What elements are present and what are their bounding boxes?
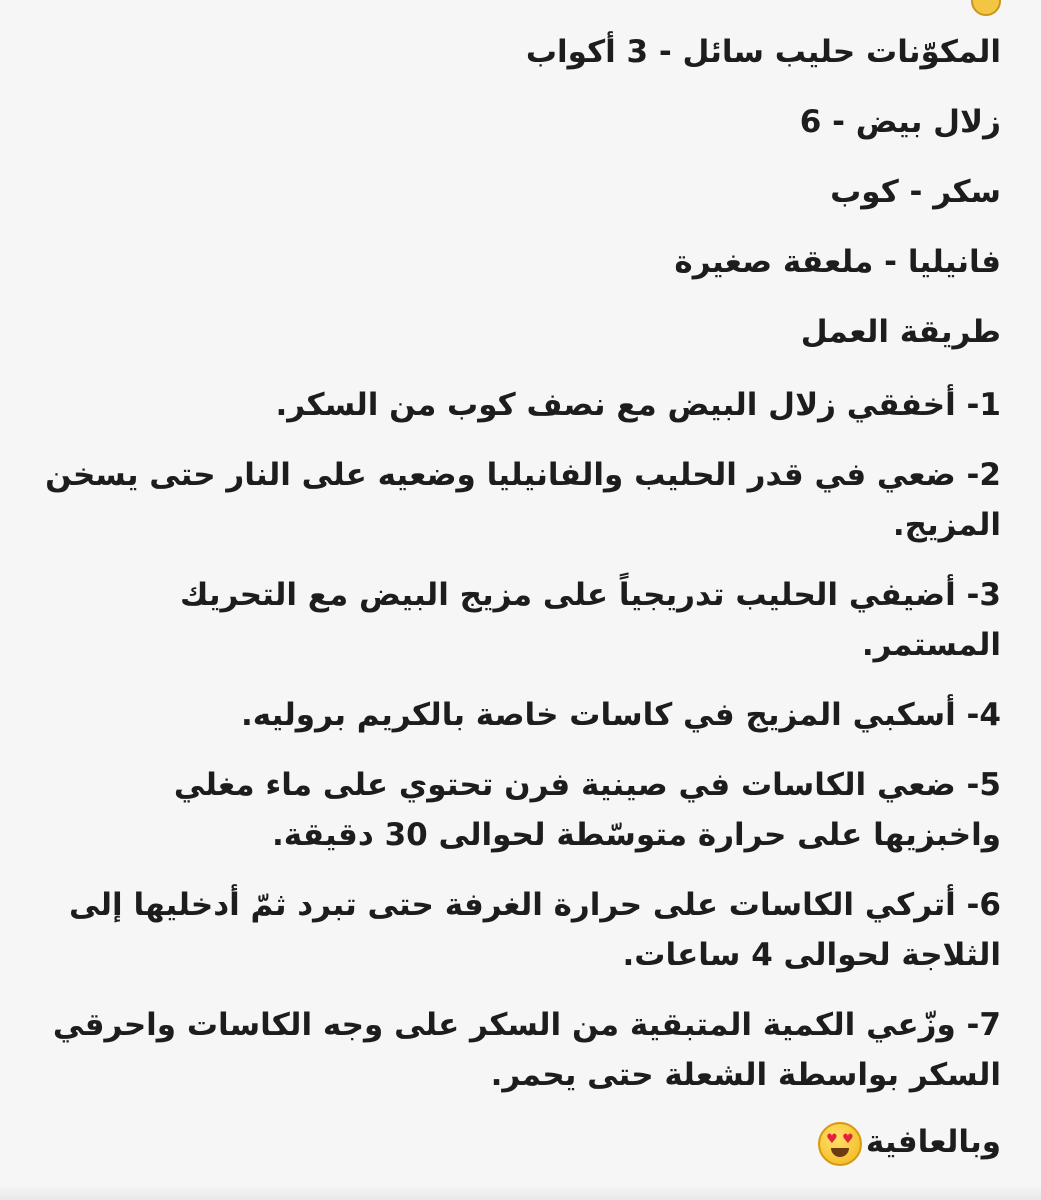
ingredient-vanilla: فانيليا - ملعقة صغيرة (674, 244, 1001, 280)
cropped-header-line (963, 0, 1001, 18)
recipe-text (41, 30, 1001, 1166)
step-2: 2- ضعي في قدر الحليب والفانيليا وضعيه على النار حتى يسخن المزيج. (45, 457, 1001, 543)
step-7: 7- وزّعي الكمية المتبقية من السكر على وجه الكاسات واحرقي السكر بواسطة الشعلة حتى يحمر. (52, 1007, 1001, 1093)
ingredient-egg-whites: زلال بيض - 6 (799, 104, 1001, 140)
closing-text: وبالعافية (865, 1124, 1001, 1160)
heart-eyes-emoji-icon: ♥ ♥ (818, 1122, 862, 1166)
step-6: 6- أتركي الكاسات على حرارة الغرفة حتى تبرد ثمّ أدخليها إلى الثلاجة لحوالى 4 ساعات. (69, 887, 1001, 973)
closing-line (41, 1120, 1001, 1166)
step-5: 5- ضعي الكاسات في صينية فرن تحتوي على ماء مغلي واخبزيها على حرارة متوسّطة لحوالى 30 دقيقة. (173, 767, 1001, 853)
ingredients-line: المكوّنات حليب سائل - 3 أكواب (525, 34, 1001, 70)
cropped-emoji-icon (971, 0, 1001, 16)
method-title: طريقة العمل (800, 314, 1001, 350)
bottom-edge (0, 1186, 1041, 1200)
step-1: 1- أخفقي زلال البيض مع نصف كوب من السكر. (275, 387, 1001, 423)
step-4: 4- أسكبي المزيج في كاسات خاصة بالكريم بروليه. (240, 697, 1001, 733)
step-3: 3- أضيفي الحليب تدريجياً على مزيج البيض مع التحريك المستمر. (179, 577, 1001, 663)
ingredient-sugar: سكر - كوب (830, 174, 1001, 210)
